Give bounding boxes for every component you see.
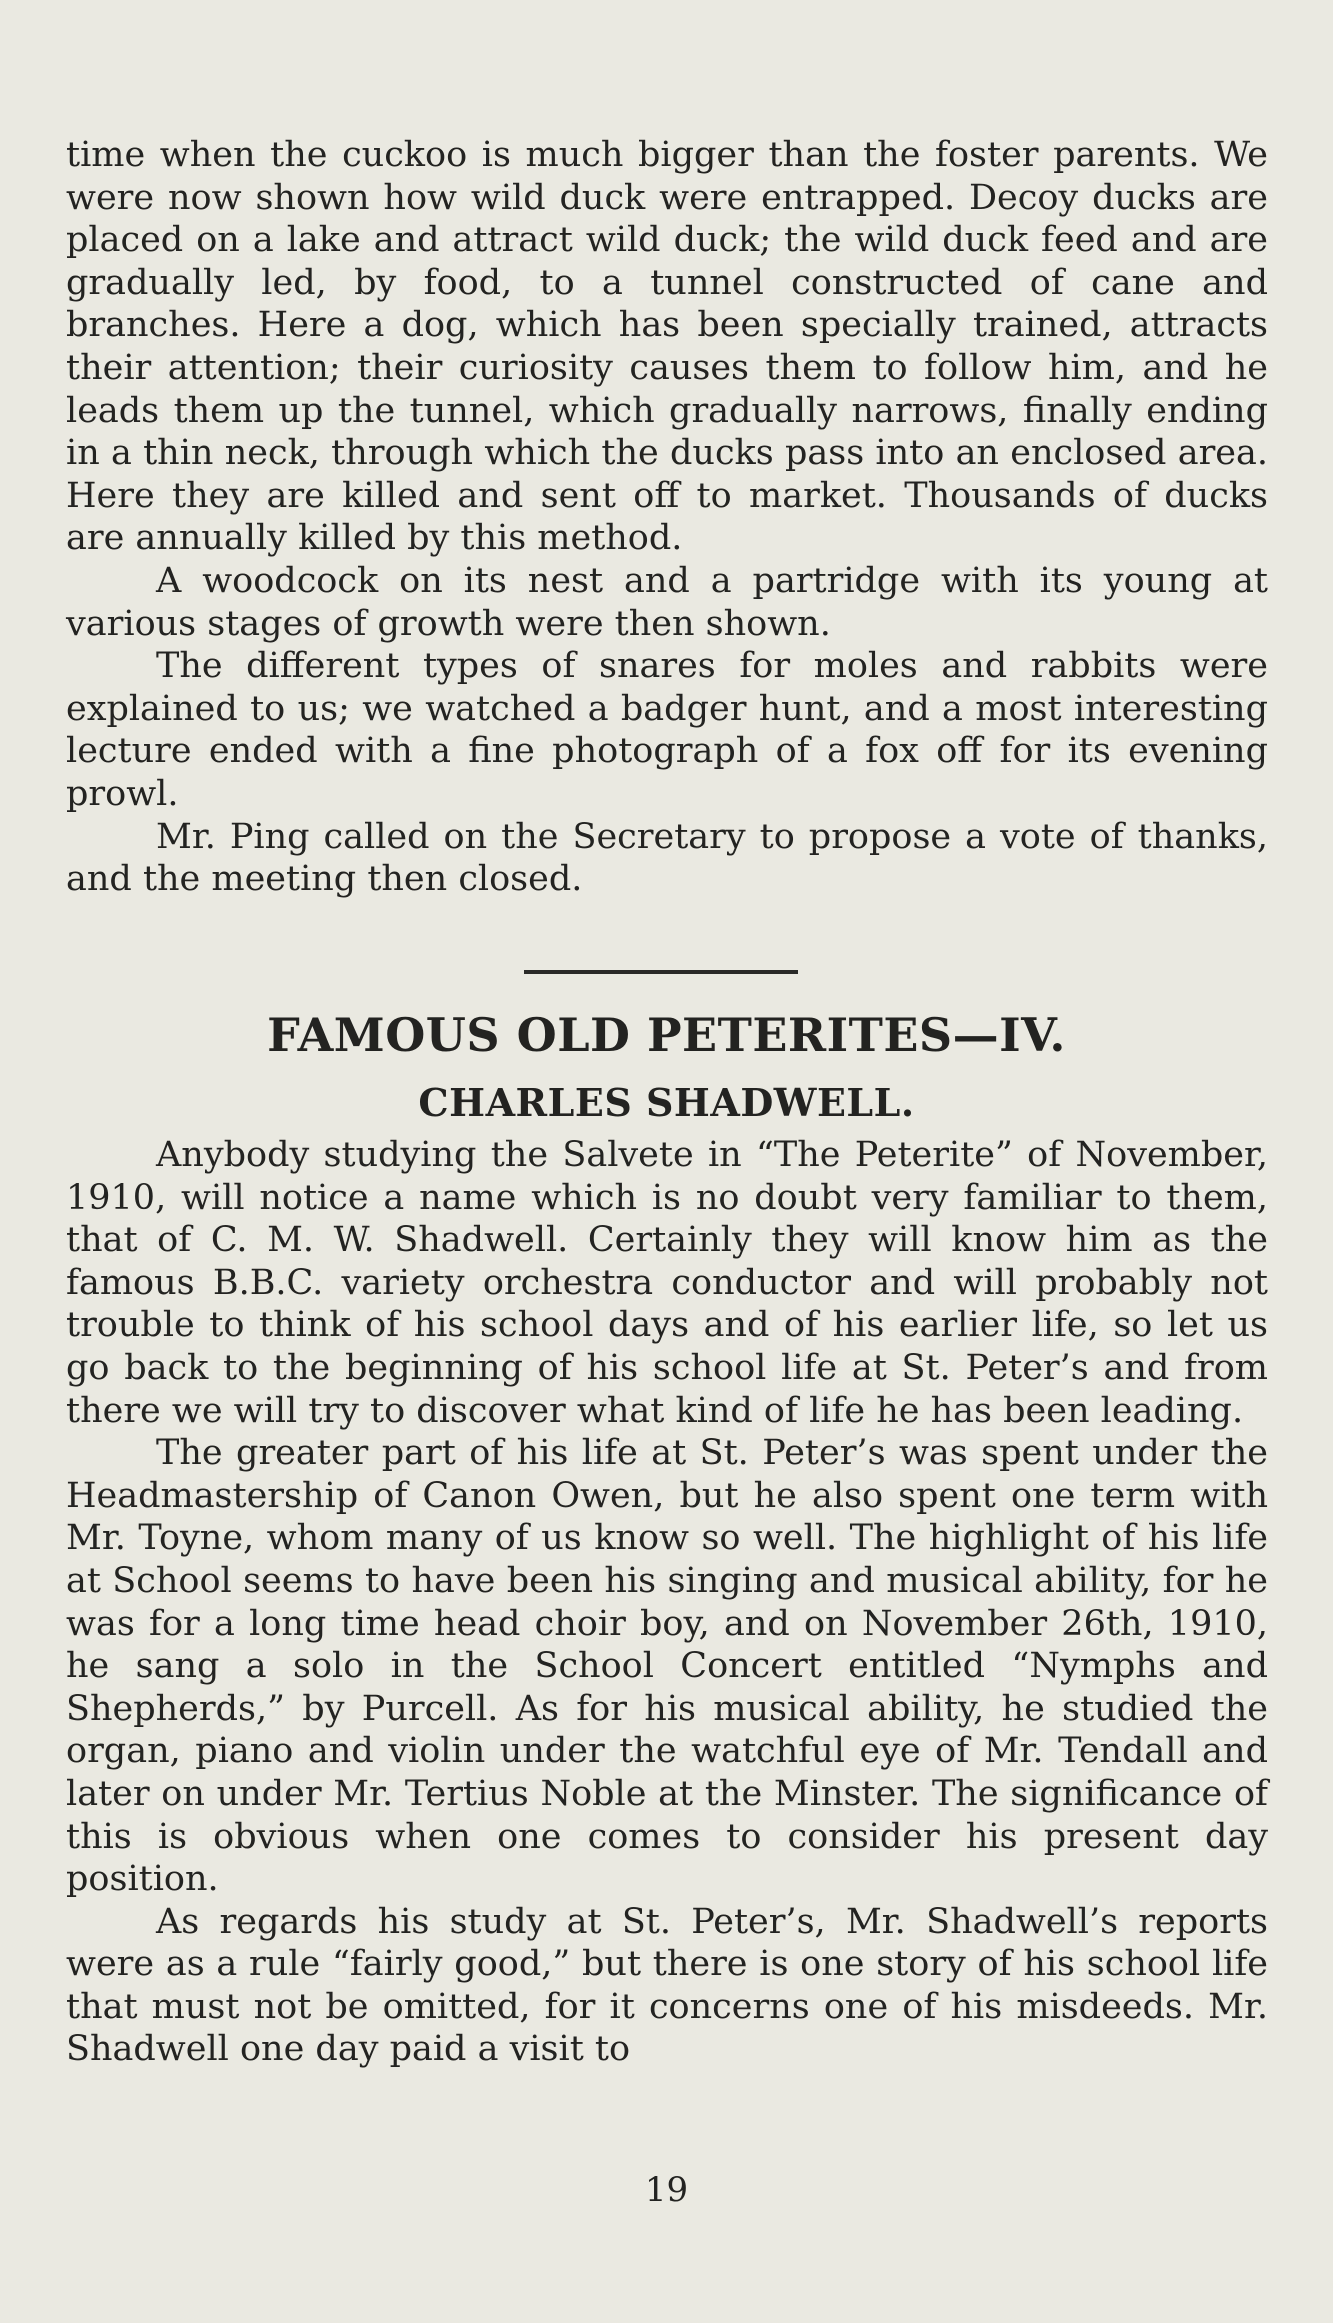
paragraph-cuckoo-decoy: time when the cuckoo is much bigger than the foster parents. We were now shown how wild duck were entrapped. Decoy ducks are placed on a lake and attract wild duck; the wild duck feed and are gradually led, by food, to a tunnel constructed of cane and branches. Here a dog, which has been specially trained, attracts their attention; their curiosity causes them to follow him, and he leads them up the tunnel, which gradually narrows, finally ending in a thin neck, through which the ducks pass into an enclosed area. Here they are killed and sent off to market. Thousands of ducks are annually killed by this method. bbox=[66, 135, 1268, 559]
paragraph-woodcock: A woodcock on its nest and a partridge with its young at various stages of growth were then shown. bbox=[66, 560, 1268, 644]
paragraph-vote-of-thanks: Mr. Ping called on the Secretary to propose a vote of thanks, and the meeting then closed. bbox=[66, 816, 1268, 900]
article-title: FAMOUS OLD PETERITES—IV. bbox=[267, 1008, 1066, 1062]
article-subtitle: CHARLES SHADWELL. bbox=[418, 1080, 915, 1125]
paragraph-salvete: Anybody studying the Salvete in “The Peterite” of November, 1910, will notice a name which is no doubt very familiar to them, that of C. M. W. Shadwell. Certainly they will know him as the famous B.B.C. variety orchestra conductor and will probably not trouble to think of his school days and of his earlier life, so let us go back to the beginning of his school life at St. Peter’s and from there we will try to discover what kind of life he has been leading. bbox=[66, 1135, 1268, 1431]
paragraph-headmastership: The greater part of his life at St. Peter’s was spent under the Headmastership of Canon Owen, but he also spent one term with Mr. Toyne, whom many of us know so well. The highlight of his life at School seems to have been his singing and musical ability, for he was for a long time head choir boy, and on November 26th, 1910, he sang a solo in the School Concert entitled “Nymphs and Shepherds,” by Purcell. As for his musical ability, he studied the organ, piano and violin under the watchful eye of Mr. Tendall and later on under Mr. Tertius Noble at the Minster. The significance of this is obvious when one comes to consider his present day position. bbox=[66, 1433, 1268, 1900]
previous-article-text bbox=[66, 134, 1268, 901]
section-divider bbox=[524, 970, 798, 974]
article-body bbox=[66, 1134, 1268, 2071]
paragraph-reports: As regards his study at St. Peter’s, Mr. Shadwell’s reports were as a rule “fairly good,” but there is one story of his school life that must not be omitted, for it concerns one of his misdeeds. Mr. Shadwell one day paid a visit to bbox=[66, 1901, 1268, 2070]
paragraph-snares: The different types of snares for moles and rabbits were explained to us; we watched a badger hunt, and a most interesting lecture ended with a fine photograph of a fox off for its evening prowl. bbox=[66, 646, 1268, 814]
page-number: 19 bbox=[644, 2170, 689, 2210]
